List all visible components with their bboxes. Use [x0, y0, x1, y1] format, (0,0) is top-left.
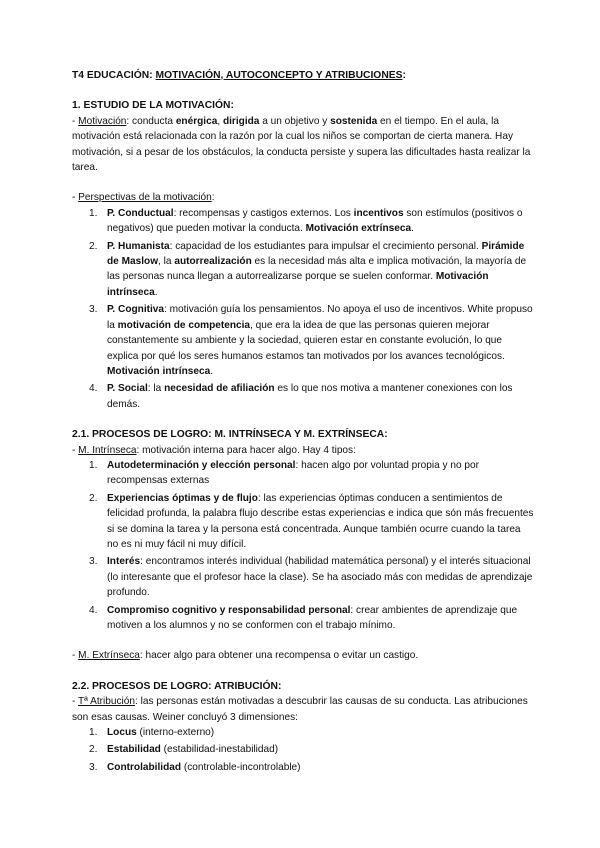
list-item: [72, 554, 534, 600]
text: : hacer algo para obtener una recompensa o evitar un castigo.: [139, 650, 419, 662]
text: : capacidad de los estudiantes para impulsar el crecimiento personal.: [169, 240, 482, 252]
text: es lo que nos motiva a mantener conexiones con los demás.: [107, 383, 513, 410]
text: son estímulos (positivos o negativos) que pueden motivar la conducta.: [107, 207, 523, 235]
dash: -: [72, 444, 79, 456]
m-intrinseca-line: [72, 443, 534, 458]
text: : la: [147, 383, 165, 395]
bold-term: Interés: [107, 556, 141, 568]
perspectivas-list: [72, 206, 534, 412]
text: en el tiempo. En el aula, la motivación está relacionada con la razón por la cual los niños se comportan de cierta manera. Hay motivación, si a pesar de los obstáculos, la conducta persiste y supera las dificultades hasta realizar la tarea.: [72, 115, 531, 174]
bold-term: sostenida: [330, 115, 378, 127]
bold-term: autorrealización: [174, 256, 252, 268]
dash: -: [72, 650, 79, 662]
dimensiones-list: [72, 725, 534, 775]
text: es la necesidad más alta e implica motivación, la mayoría de las personas nunca llegan a autorrealizarse porque se suelen conformar.: [107, 256, 527, 283]
intrinseca-types-list: [72, 458, 534, 633]
list-item: [72, 239, 534, 301]
text: a un objetivo y: [259, 115, 331, 127]
bold-term: incentivos: [353, 207, 404, 219]
list-item: [72, 491, 534, 553]
text: .: [154, 286, 158, 298]
bold-term: Pirámide de Maslow: [107, 240, 525, 268]
dash: -: [72, 696, 78, 708]
list-item: [72, 760, 534, 775]
term-m-intrinseca: M. Intrínseca: [78, 444, 137, 456]
text: : crear ambientes de aprendizaje que motiven a los alumnos y no se conformen con el trabajo mínimo.: [107, 604, 518, 631]
bold-term: dirigida: [222, 115, 260, 127]
perspectivas-label: [72, 190, 534, 205]
text: (interno-externo): [136, 727, 215, 739]
list-item: [72, 206, 534, 237]
bold-term: motivación de competencia: [117, 319, 251, 331]
list-number: 3.: [89, 304, 98, 316]
text: : las experiencias óptimas conducen a sentimientos de felicidad profunda, la palabra flujo describe estas experiencias e indica que són más frecuentes si se domina la tarea y la persona está concentrada. Aunque también ocurre cuando la tarea no es ni muy fácil ni muy difícil.: [107, 492, 534, 550]
bold-term: P. Cognitiva: [107, 304, 165, 316]
text: : motivación interna para hacer algo. Hay 4 tipos:: [136, 444, 356, 456]
text: : las personas están motivadas a descubrir las causas de su conducta. Las atribuciones son esas causas. Weiner concluyó 3 dimensiones:: [72, 696, 528, 723]
atribucion-line: [72, 694, 534, 725]
bold-term: Estabilidad: [107, 744, 161, 756]
text: .: [210, 365, 214, 377]
list-item: [72, 603, 534, 634]
list-number: 1.: [89, 727, 98, 739]
bold-term: Compromiso cognitivo y responsabilidad personal: [107, 604, 351, 616]
list-number: 1.: [89, 207, 98, 219]
list-item: [72, 381, 534, 412]
text: : recompensas y castigos externos. Los: [173, 207, 354, 219]
bold-term: P. Humanista: [107, 240, 170, 252]
document-title: [72, 68, 534, 83]
list-number: 3.: [89, 761, 98, 773]
text: : motivación guía los pensamientos. No apoya el uso de incentivos. White propuso la: [107, 304, 533, 331]
term-atribucion: Tª Atribución: [77, 696, 136, 708]
section-1-heading: 1. ESTUDIO DE LA MOTIVACIÓN:: [72, 100, 234, 112]
text: ,: [217, 115, 223, 127]
bold-term: necesidad de afiliación: [164, 383, 275, 395]
section-2-1-heading: 2.1. PROCESOS DE LOGRO: M. INTRÍNSECA Y M. EXTRÍNSECA:: [72, 429, 388, 441]
text: .: [411, 223, 414, 235]
bold-term: Experiencias óptimas y de flujo: [107, 492, 258, 504]
term-motivacion: Motivación: [78, 115, 127, 127]
text: : encontramos interés individual (habilidad matemática personal) y el interés situacional (lo interesante que el profesor hace la clase). Se ha asociado más con medidas de aprendizaje profundo.: [107, 556, 533, 599]
text: , la: [158, 256, 175, 268]
title-suffix: :: [402, 70, 406, 81]
list-number: 4.: [89, 383, 98, 395]
title-prefix: T4 EDUCACIÓN:: [72, 70, 156, 81]
text: : conducta: [126, 115, 176, 127]
list-number: 4.: [89, 604, 98, 616]
bold-term: Controlabilidad: [107, 761, 182, 773]
text: :: [211, 192, 215, 204]
m-extrinseca-line: [72, 648, 534, 663]
list-number: 3.: [89, 556, 98, 568]
term-perspectivas: Perspectivas de la motivación: [78, 192, 212, 204]
motivacion-definition: [72, 114, 534, 176]
bold-term: Motivación intrínseca: [107, 271, 489, 298]
bold-term: P. Conductual: [107, 207, 174, 219]
text: : hacen algo por voluntad propia y no por recompensas externas: [107, 459, 479, 487]
list-number: 2.: [89, 240, 98, 252]
list-item: [72, 302, 534, 379]
document-page: [72, 68, 534, 775]
bold-term: P. Social: [107, 383, 148, 395]
list-number: 2.: [89, 492, 98, 504]
list-number: 1.: [89, 459, 98, 471]
section-2-2-heading: 2.2. PROCESOS DE LOGRO: ATRIBUCIÓN:: [72, 680, 282, 692]
term-m-extrinseca: M. Extrínseca: [78, 650, 140, 662]
bold-term: Motivación extrínseca: [305, 223, 412, 235]
dash: -: [72, 115, 79, 127]
text: (controlable-incontrolable): [181, 761, 301, 773]
bold-term: enérgica: [175, 115, 218, 127]
bold-term: Motivación intrínseca: [107, 365, 211, 377]
list-item: [72, 742, 534, 757]
list-item: [72, 725, 534, 740]
title-underlined: MOTIVACIÓN, AUTOCONCEPTO Y ATRIBUCIONES: [155, 70, 403, 81]
bold-term: Autodeterminación y elección personal: [107, 459, 296, 471]
text: (estabilidad-inestabilidad): [160, 744, 279, 756]
text: , que era la idea de que las personas quieren mejorar constantemente su ambiente y la sociedad, quieren estar en constante evolución, lo que explica por qué los seres humanos estamos tan motivados por los avances tecnológicos.: [107, 319, 505, 362]
list-item: [72, 458, 534, 489]
dash: -: [72, 192, 79, 204]
list-number: 2.: [89, 744, 98, 756]
bold-term: Locus: [107, 727, 137, 739]
